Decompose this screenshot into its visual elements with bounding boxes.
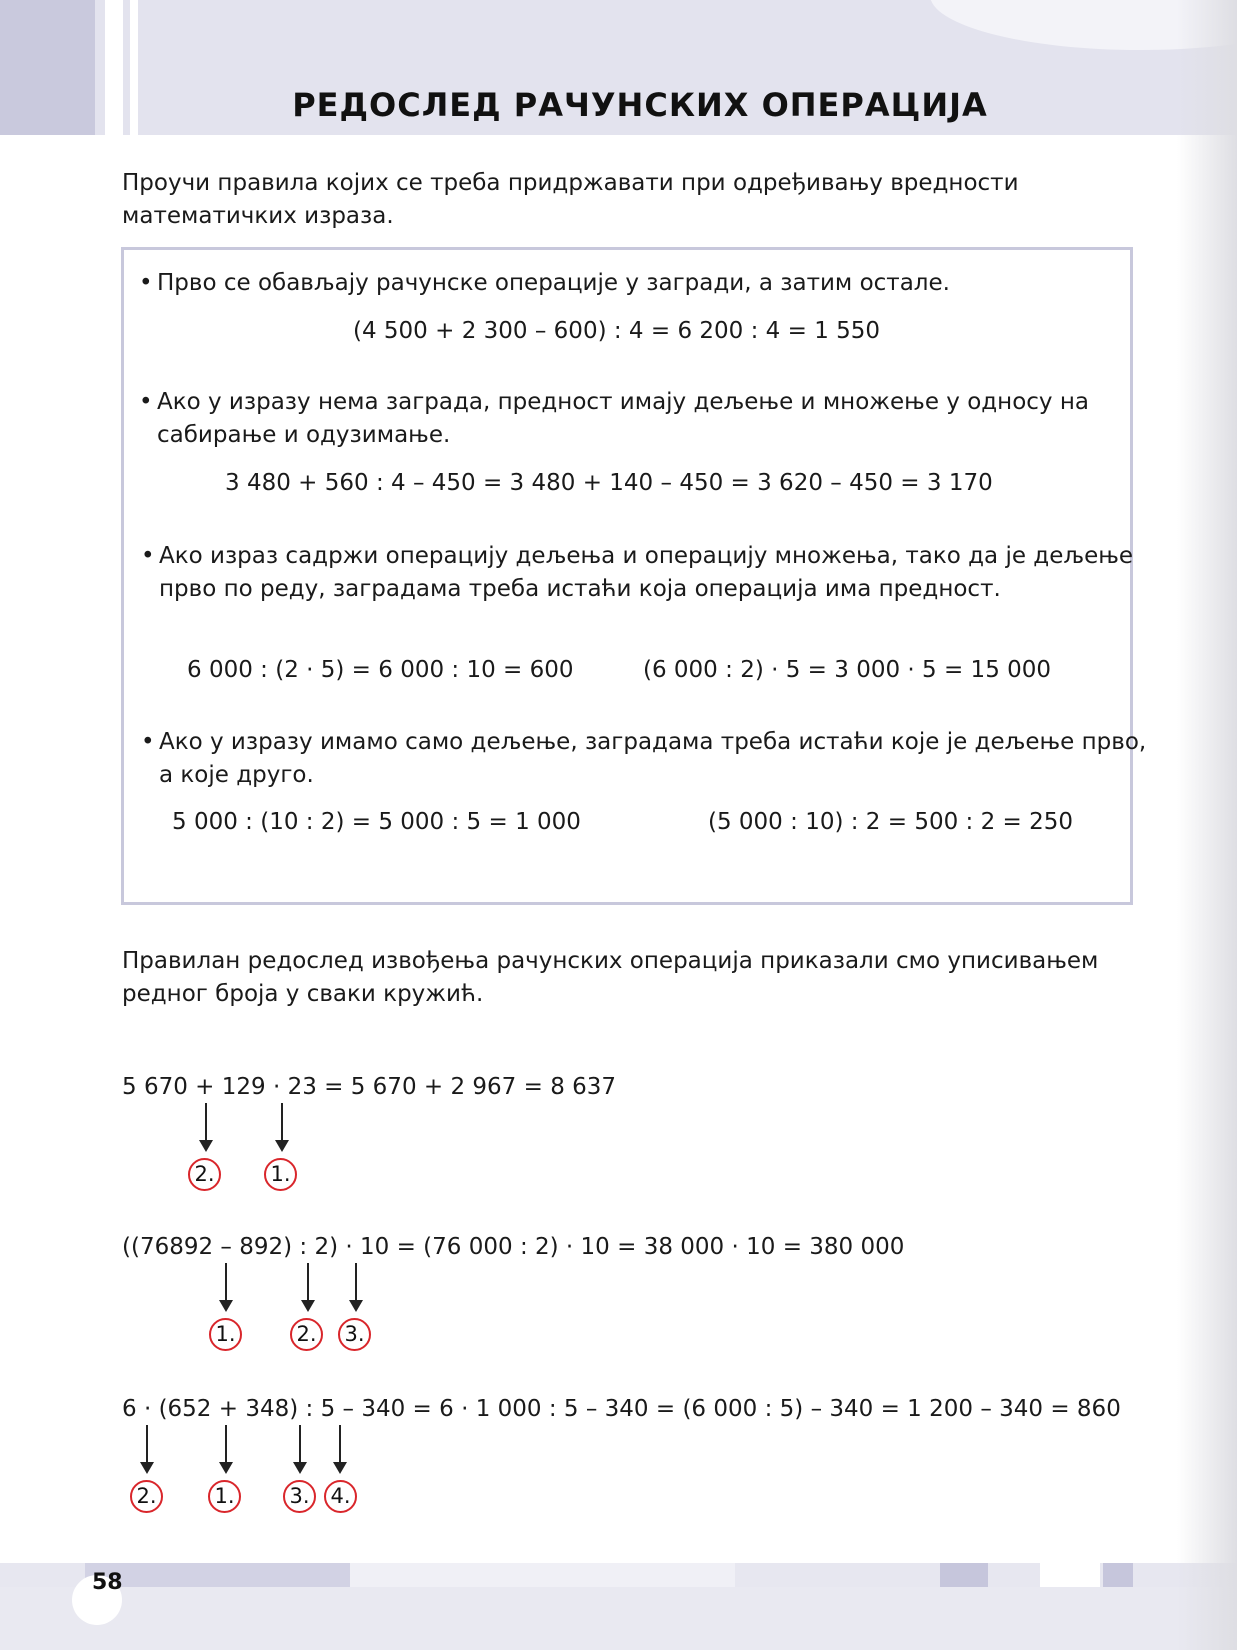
explain-line-2: редног броја у сваки кружић. <box>122 981 484 1007</box>
order-circle: 2. <box>130 1480 163 1513</box>
rule-4-equation-left: 5 000 : (10 : 2) = 5 000 : 5 = 1 000 <box>172 809 581 835</box>
page-title: РЕДОСЛЕД РАЧУНСКИХ ОПЕРАЦИЈА <box>292 86 988 124</box>
footer-block <box>940 1563 988 1587</box>
bullet-icon: • <box>139 389 153 415</box>
bullet-icon: • <box>141 543 155 569</box>
order-circle: 3. <box>338 1318 371 1351</box>
rule-text: Прво се обављају рачунске операције у загради, а затим остале. <box>157 270 950 296</box>
arrow-down-icon <box>307 1263 309 1308</box>
order-circle: 1. <box>209 1318 242 1351</box>
intro-line-1: Проучи правила којих се треба придржавати при одређивању вредности <box>122 170 1019 196</box>
arrow-down-icon <box>146 1425 148 1470</box>
rule-4-equation-right: (5 000 : 10) : 2 = 500 : 2 = 250 <box>708 809 1074 835</box>
page-number: 58 <box>92 1570 123 1595</box>
example-1-expression: 5 670 + 129 · 23 = 5 670 + 2 967 = 8 637 <box>122 1074 617 1100</box>
arrow-down-icon <box>299 1425 301 1470</box>
rule-3-equation-right: (6 000 : 2) · 5 = 3 000 · 5 = 15 000 <box>643 657 1052 683</box>
arrow-down-icon <box>339 1425 341 1470</box>
order-circle: 2. <box>188 1158 221 1191</box>
intro-line-2: математичких израза. <box>122 203 394 229</box>
rule-1 <box>139 267 950 300</box>
rule-1-equation: (4 500 + 2 300 – 600) : 4 = 6 200 : 4 = 1 550 <box>353 318 881 344</box>
arrow-down-icon <box>225 1263 227 1308</box>
rule-text: сабирање и одузимање. <box>157 422 451 448</box>
rule-2-equation: 3 480 + 560 : 4 – 450 = 3 480 + 140 – 450 = 3 620 – 450 = 3 170 <box>225 470 993 496</box>
order-circle: 3. <box>283 1480 316 1513</box>
order-circle: 2. <box>290 1318 323 1351</box>
example-2-expression: ((76892 – 892) : 2) · 10 = (76 000 : 2) · 10 = 38 000 · 10 = 380 000 <box>122 1234 905 1260</box>
order-circle: 1. <box>264 1158 297 1191</box>
footer-band <box>0 1587 1237 1650</box>
footer-block <box>1103 1563 1133 1587</box>
arrow-down-icon <box>205 1103 207 1148</box>
explain-line-1: Правилан редослед извођења рачунских операција приказали смо уписивањем <box>122 948 1099 974</box>
page-spine-shadow <box>1177 0 1237 1650</box>
rule-3-equation-left: 6 000 : (2 · 5) = 6 000 : 10 = 600 <box>187 657 574 683</box>
rule-text: а које друго. <box>159 762 314 788</box>
rule-text: Ако у изразу имамо само дељење, заградама треба истаћи које је дељење прво, <box>159 729 1147 755</box>
order-circle: 4. <box>324 1480 357 1513</box>
rule-3 <box>141 540 1134 606</box>
rule-text: прво по реду, заградама треба истаћи која операција има предност. <box>159 576 1001 602</box>
rule-4 <box>141 726 1147 792</box>
footer-block <box>1040 1563 1100 1587</box>
arrow-down-icon <box>355 1263 357 1308</box>
arrow-down-icon <box>281 1103 283 1148</box>
arrow-down-icon <box>225 1425 227 1470</box>
rule-text: Ако у изразу нема заграда, предност имају дељење и множење у односу на <box>157 389 1089 415</box>
footer-block <box>350 1563 735 1587</box>
footer-block <box>85 1563 350 1587</box>
rule-2 <box>139 386 1089 452</box>
order-circle: 1. <box>208 1480 241 1513</box>
example-3-expression: 6 · (652 + 348) : 5 – 340 = 6 · 1 000 : 5 – 340 = (6 000 : 5) – 340 = 1 200 – 340 = 860 <box>122 1396 1121 1422</box>
bullet-icon: • <box>141 729 155 755</box>
rule-text: Ако израз садржи операцију дељења и операцију множења, тако да је дељење <box>159 543 1134 569</box>
bullet-icon: • <box>139 270 153 296</box>
